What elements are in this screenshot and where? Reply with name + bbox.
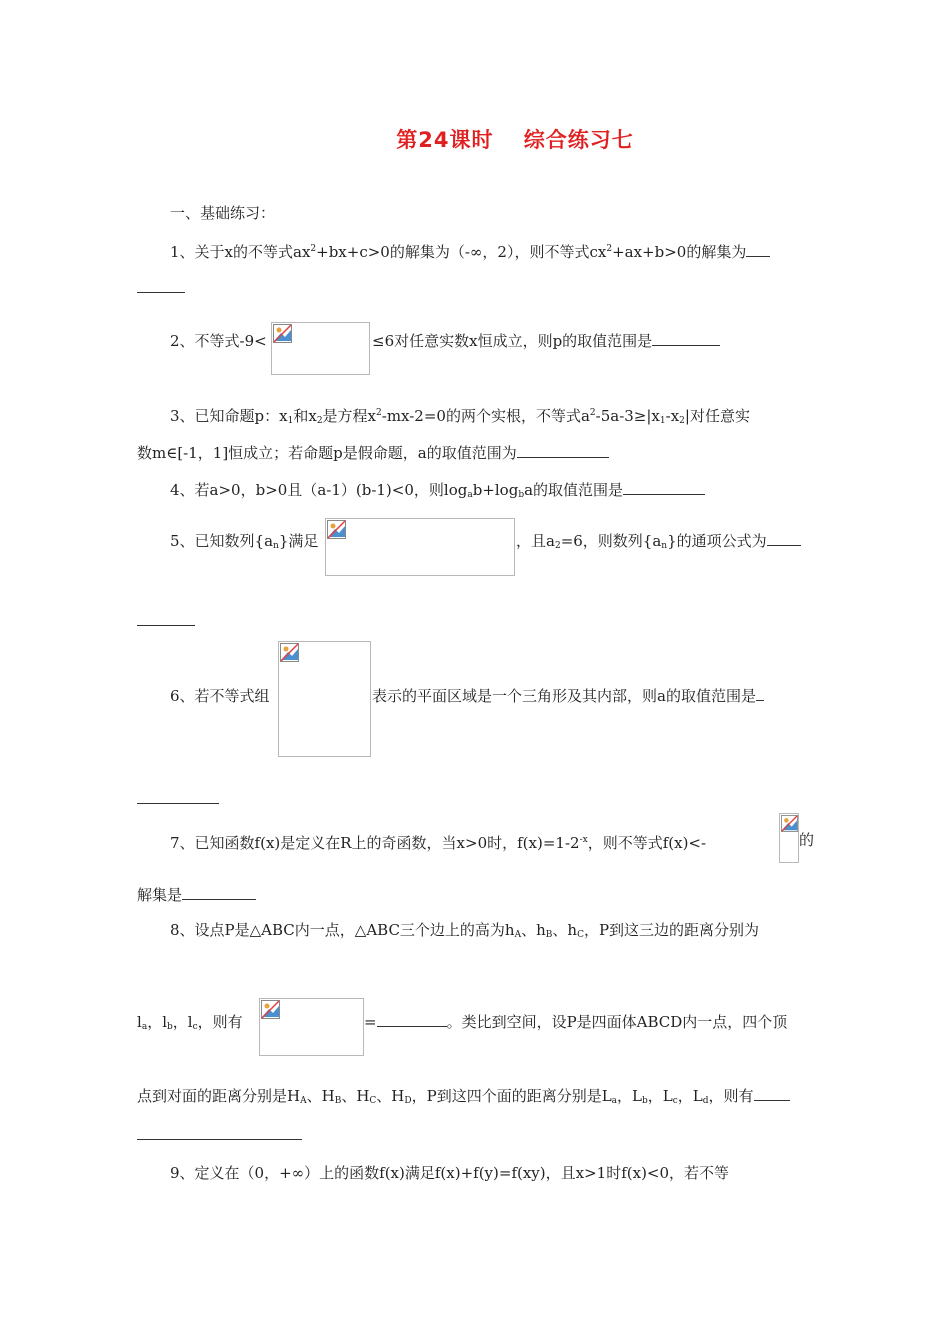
question-5-rest: ，且$a_2=6$，则数列$\{a_n\}$的通项公式为 [516, 531, 801, 556]
question-8: 8、设点P是△ABC内一点，△ABC三个边上的高为$h_A$、$h_B$、$h_C$，P到这三边的距离分别为 [170, 921, 760, 940]
question-7-line2: 解集是 [137, 885, 256, 905]
question-8-line2: $l_a$，$l_b$，$l_c$，则有 [137, 1013, 243, 1032]
answer-blank-5 [137, 611, 195, 631]
question-3: 3、已知命题p：$x_1$和$x_2$是方程$x^2-mx-2=0$的两个实根，不等式$a^2-5a-3\ge|x_1-x_2|$对任意实 [170, 407, 750, 426]
broken-image-icon [273, 324, 292, 343]
broken-image-icon [781, 815, 798, 832]
question-9: 9、定义在（0，+∞）上的函数f(x)满足f(x)+f(y)=f(xy)，且x>1时f(x)<0，若不等 [170, 1164, 730, 1182]
question-3-line2: 数m∈[-1，1]恒成立；若命题p是假命题，a的取值范围为 [137, 443, 609, 463]
question-6-rest: 表示的平面区域是一个三角形及其内部，则a的取值范围是 [372, 686, 764, 706]
question-7: 7、已知函数f(x)是定义在R上的奇函数，当x>0时，$f(x)=1-2^{-x}$，则不等式f(x)<- [170, 834, 707, 852]
question-2-rest: ≤6对任意实数x恒成立，则p的取值范围是 [372, 331, 720, 351]
question-2: 2、不等式-9< [170, 332, 267, 350]
answer-blank-1 [137, 278, 185, 298]
page-title: 第24课时 综合练习七 [396, 128, 634, 152]
formula-image-7 [779, 813, 799, 863]
formula-image-2 [271, 322, 370, 375]
formula-image-6 [278, 641, 371, 757]
question-6: 6、若不等式组 [170, 687, 270, 705]
formula-image-8 [259, 998, 364, 1056]
section-heading: 一、基础练习： [170, 204, 276, 222]
formula-image-5 [325, 518, 515, 576]
question-4: 4、若a>0，b>0且（a-1）(b-1)<0，则$\log_ab+\log_ba$的取值范围是 [170, 480, 705, 505]
question-8-line2-rest: = 。类比到空间，设P是四面体ABCD内一点，四个顶 [364, 1013, 788, 1031]
question-5: 5、已知数列$\{a_n\}$满足 [170, 532, 319, 551]
question-1: 1、关于x的不等式$ax^2+bx+c>0$的解集为（-∞，2），则不等式$cx^2+ax+b>0$的解集为 [170, 239, 770, 262]
answer-blank-6 [137, 789, 219, 809]
question-8-line3: 点到对面的距离分别是$H_A$、$H_B$、$H_C$、$H_D$，P到这四个面的距离分别是$L_a$，$L_b$，$L_c$，$L_d$，则有 [137, 1086, 790, 1111]
question-7-end: 的 [799, 831, 815, 849]
broken-image-icon [327, 520, 346, 539]
answer-blank-8 [137, 1125, 302, 1145]
broken-image-icon [261, 1000, 280, 1019]
broken-image-icon [280, 643, 299, 662]
